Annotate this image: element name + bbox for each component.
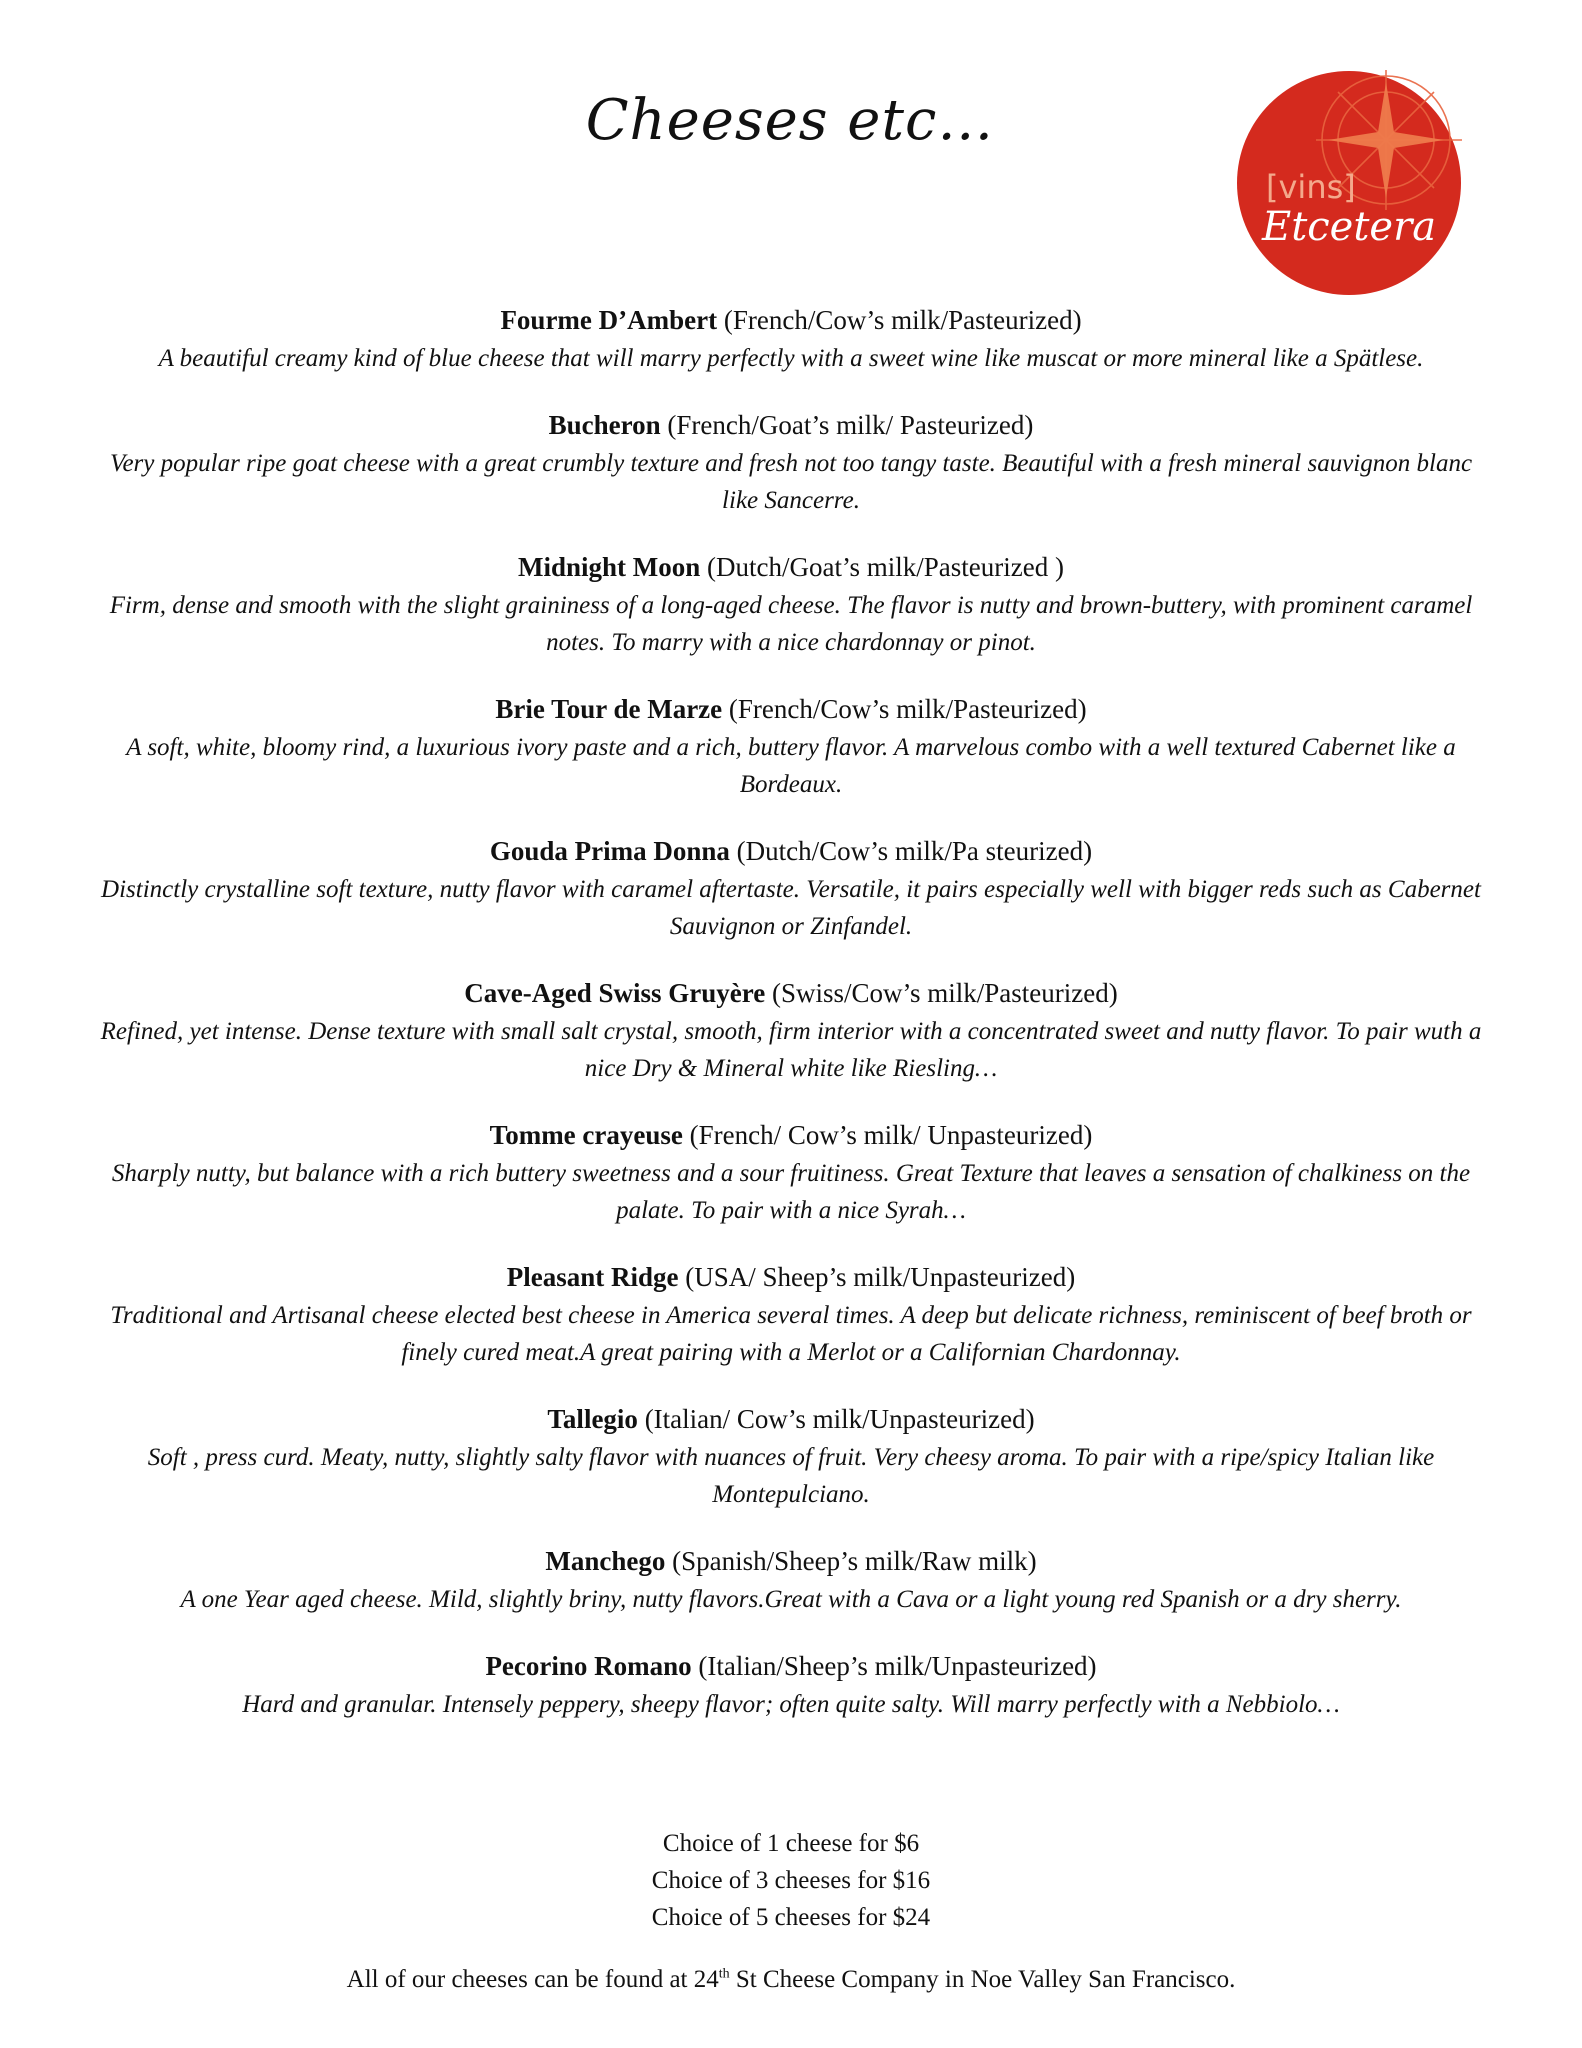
cheese-entry [90,547,1492,661]
cheese-entry [90,1541,1492,1618]
cheese-entry [90,831,1492,945]
footer-superscript: th [718,1966,730,1982]
cheese-details: (Italian/ Cow’s milk/Unpasteurized) [637,1404,1035,1434]
cheese-description: Very popular ripe goat cheese with a great crumbly texture and fresh not too tangy taste. Beautiful with a fresh mineral sauvignon blanc like Sancerre. [109,450,1473,514]
pricing-list [0,1825,1582,1936]
cheese-description: Refined, yet intense. Dense texture with small salt crystal, smooth, firm interior with a concentrated sweet and nutty flavor. To pair wuth a nice Dry & Mineral white like Riesling… [100,1018,1482,1082]
cheese-details: (French/ Cow’s milk/ Unpasteurized) [682,1120,1093,1150]
footer-note [0,1966,1582,1994]
cheese-entry [90,973,1492,1087]
cheese-details: (Dutch/Cow’s milk/Pa steurized) [729,836,1093,866]
cheese-name: Brie Tour de Marze [495,694,723,724]
cheese-name: Cave-Aged Swiss Gruyère [464,978,766,1008]
cheese-details: (Swiss/Cow’s milk/Pasteurized) [765,978,1118,1008]
cheese-name: Pecorino Romano [485,1651,692,1681]
vins-etcetera-logo [1236,70,1462,296]
price-option: Choice of 3 cheeses for $16 [651,1867,931,1894]
footer-text-end: St Cheese Company in Noe Valley San Francisco. [729,1966,1236,1993]
cheese-entry [90,1115,1492,1229]
cheese-description: Traditional and Artisanal cheese elected best cheese in America several times. A deep but delicate richness, reminiscent of beef broth or finely cured meat.A great pairing with a Merlot or a Californian Chardonnay. [110,1302,1472,1366]
cheese-entry [90,1646,1492,1723]
cheese-details: (French/Cow’s milk/Pasteurized) [722,694,1087,724]
cheese-list [90,300,1492,1751]
cheese-details: (French/Cow’s milk/Pasteurized) [717,305,1082,335]
footer-text-start: All of our cheeses can be found at 24 [346,1966,719,1993]
cheese-details: (Dutch/Goat’s milk/Pasteurized ) [700,552,1064,582]
cheese-name: Tallegio [547,1404,638,1434]
cheese-entry [90,1399,1492,1513]
cheese-name: Manchego [545,1546,666,1576]
cheese-description: Sharply nutty, but balance with a rich buttery sweetness and a sour fruitiness. Great Texture that leaves a sensation of chalkiness on the palate. To pair with a nice Syrah… [111,1160,1471,1224]
cheese-description: Hard and granular. Intensely peppery, sheepy flavor; often quite salty. Will marry perfectly with a Nebbiolo… [242,1691,1340,1718]
logo-vins-text: [vins] [1266,168,1356,206]
cheese-description: A one Year aged cheese. Mild, slightly briny, nutty flavors.Great with a Cava or a light young red Spanish or a dry sherry. [180,1586,1402,1613]
cheese-description: A beautiful creamy kind of blue cheese that will marry perfectly with a sweet wine like muscat or more mineral like a Spätlese. [158,345,1424,372]
cheese-details: (Italian/Sheep’s milk/Unpasteurized) [691,1651,1097,1681]
cheese-name: Midnight Moon [518,552,701,582]
cheese-name: Tomme crayeuse [489,1120,683,1150]
cheese-name: Gouda Prima Donna [489,836,730,866]
cheese-description: Distinctly crystalline soft texture, nutty flavor with caramel aftertaste. Versatile, it pairs especially well with bigger reds such as Cabernet Sauvignon or Zinfandel. [101,876,1481,940]
logo-etcetera-text: Etcetera [1262,204,1437,250]
cheese-entry [90,689,1492,803]
cheese-details: (USA/ Sheep’s milk/Unpasteurized) [678,1262,1076,1292]
cheese-description: Firm, dense and smooth with the slight graininess of a long-aged cheese. The flavor is nutty and brown-buttery, with prominent caramel notes. To marry with a nice chardonnay or pinot. [109,592,1473,656]
cheese-name: Fourme D’Ambert [500,305,718,335]
cheese-description: Soft , press curd. Meaty, nutty, slightly salty flavor with nuances of fruit. Very cheesy aroma. To pair with a ripe/spicy Italian like Montepulciano. [147,1444,1435,1508]
cheese-details: (Spanish/Sheep’s milk/Raw milk) [665,1546,1037,1576]
price-option: Choice of 1 cheese for $6 [662,1830,920,1857]
cheese-entry [90,300,1492,377]
price-option: Choice of 5 cheeses for $24 [651,1904,931,1931]
cheese-entry [90,1257,1492,1371]
page-title: Cheeses etc… [585,88,995,153]
cheese-name: Pleasant Ridge [506,1262,679,1292]
cheese-details: (French/Goat’s milk/ Pasteurized) [660,410,1034,440]
cheese-entry [90,405,1492,519]
cheese-name: Bucheron [548,410,661,440]
cheese-description: A soft, white, bloomy rind, a luxurious ivory paste and a rich, buttery flavor. A marvelous combo with a well textured Cabernet like a Bordeaux. [126,734,1456,798]
